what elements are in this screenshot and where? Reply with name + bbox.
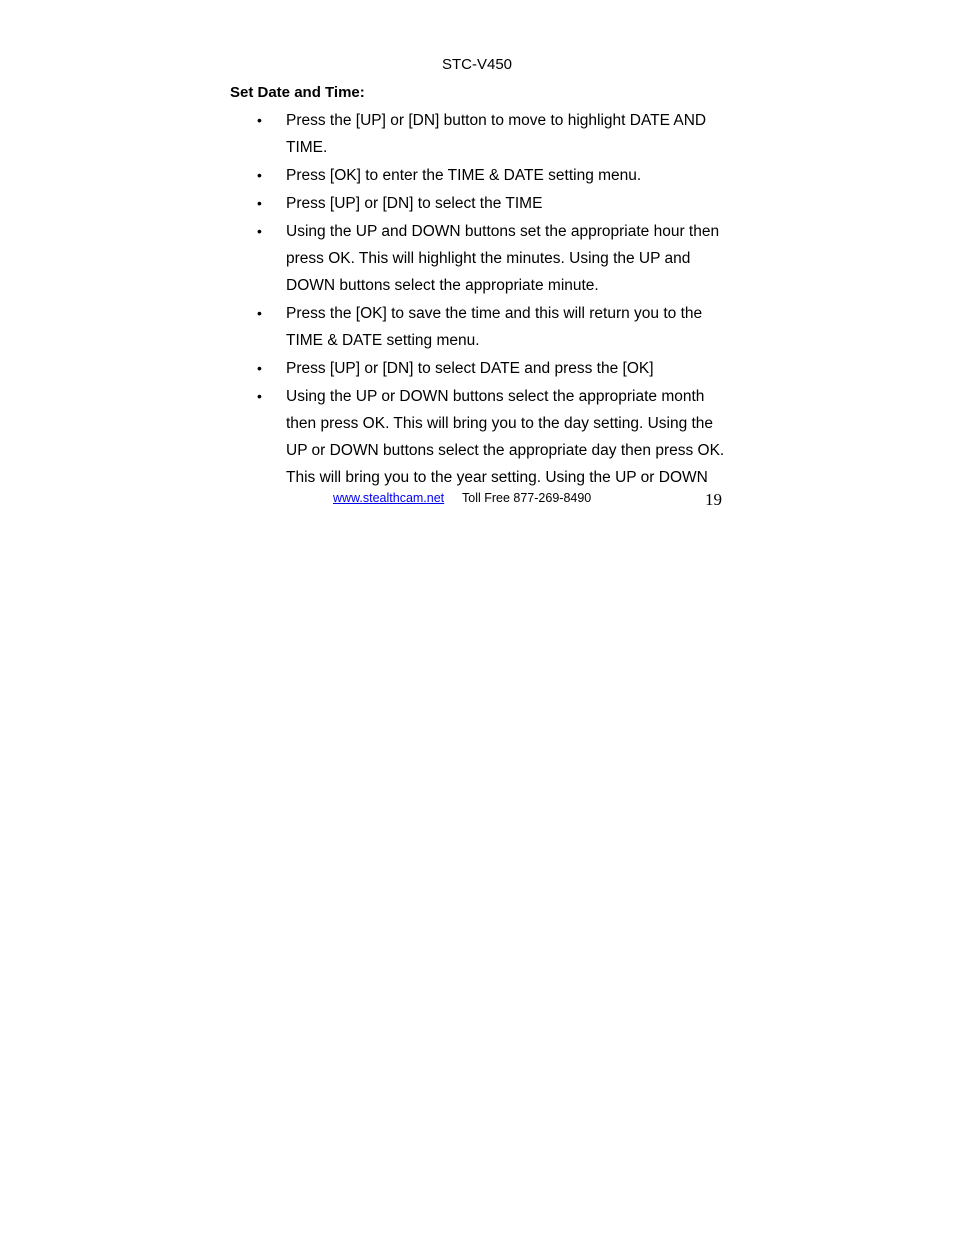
list-item [0, 162, 732, 189]
list-item-text: Using the UP and DOWN buttons set the appropriate hour then press OK. This will highlight the minutes. Using the UP and DOWN buttons select the appropriate minute. [286, 223, 720, 294]
page-number: 19 [705, 490, 722, 509]
list-item-text: Press [UP] or [DN] to select DATE and press the [OK] [286, 360, 654, 377]
list-item [0, 107, 732, 161]
list-item [0, 218, 732, 299]
bullet-icon: • [257, 223, 262, 239]
list-item-text: Press [UP] or [DN] to select the TIME [286, 195, 543, 212]
bullet-icon: • [257, 360, 262, 376]
list-item-text: Press the [OK] to save the time and this will return you to the TIME & DATE setting menu. [286, 305, 703, 349]
page-footer [333, 489, 733, 511]
list-item-text: Press [OK] to enter the TIME & DATE setting menu. [286, 167, 642, 184]
section-title: Set Date and Time: [230, 84, 365, 101]
list-item [0, 300, 732, 354]
bullet-icon: • [257, 167, 262, 183]
list-item [0, 383, 732, 491]
list-item [0, 355, 732, 382]
page-header-model: STC-V450 [441, 56, 513, 73]
instruction-list [0, 107, 954, 492]
bullet-icon: • [257, 112, 262, 128]
website-link[interactable]: www.stealthcam.net [333, 491, 445, 505]
bullet-icon: • [257, 195, 262, 211]
list-item [0, 190, 732, 217]
bullet-icon: • [257, 388, 262, 404]
toll-free-phone: Toll Free 877-269-8490 [462, 491, 592, 505]
list-item-text: Using the UP or DOWN buttons select the appropriate month then press OK. This will bring you to the day setting. Using the UP or DOWN buttons select the appropriate day then press OK. This will bring you to the year setting. Using the UP or DOWN [286, 388, 725, 486]
list-item-text: Press the [UP] or [DN] button to move to highlight DATE AND TIME. [286, 112, 707, 156]
bullet-icon: • [257, 305, 262, 321]
